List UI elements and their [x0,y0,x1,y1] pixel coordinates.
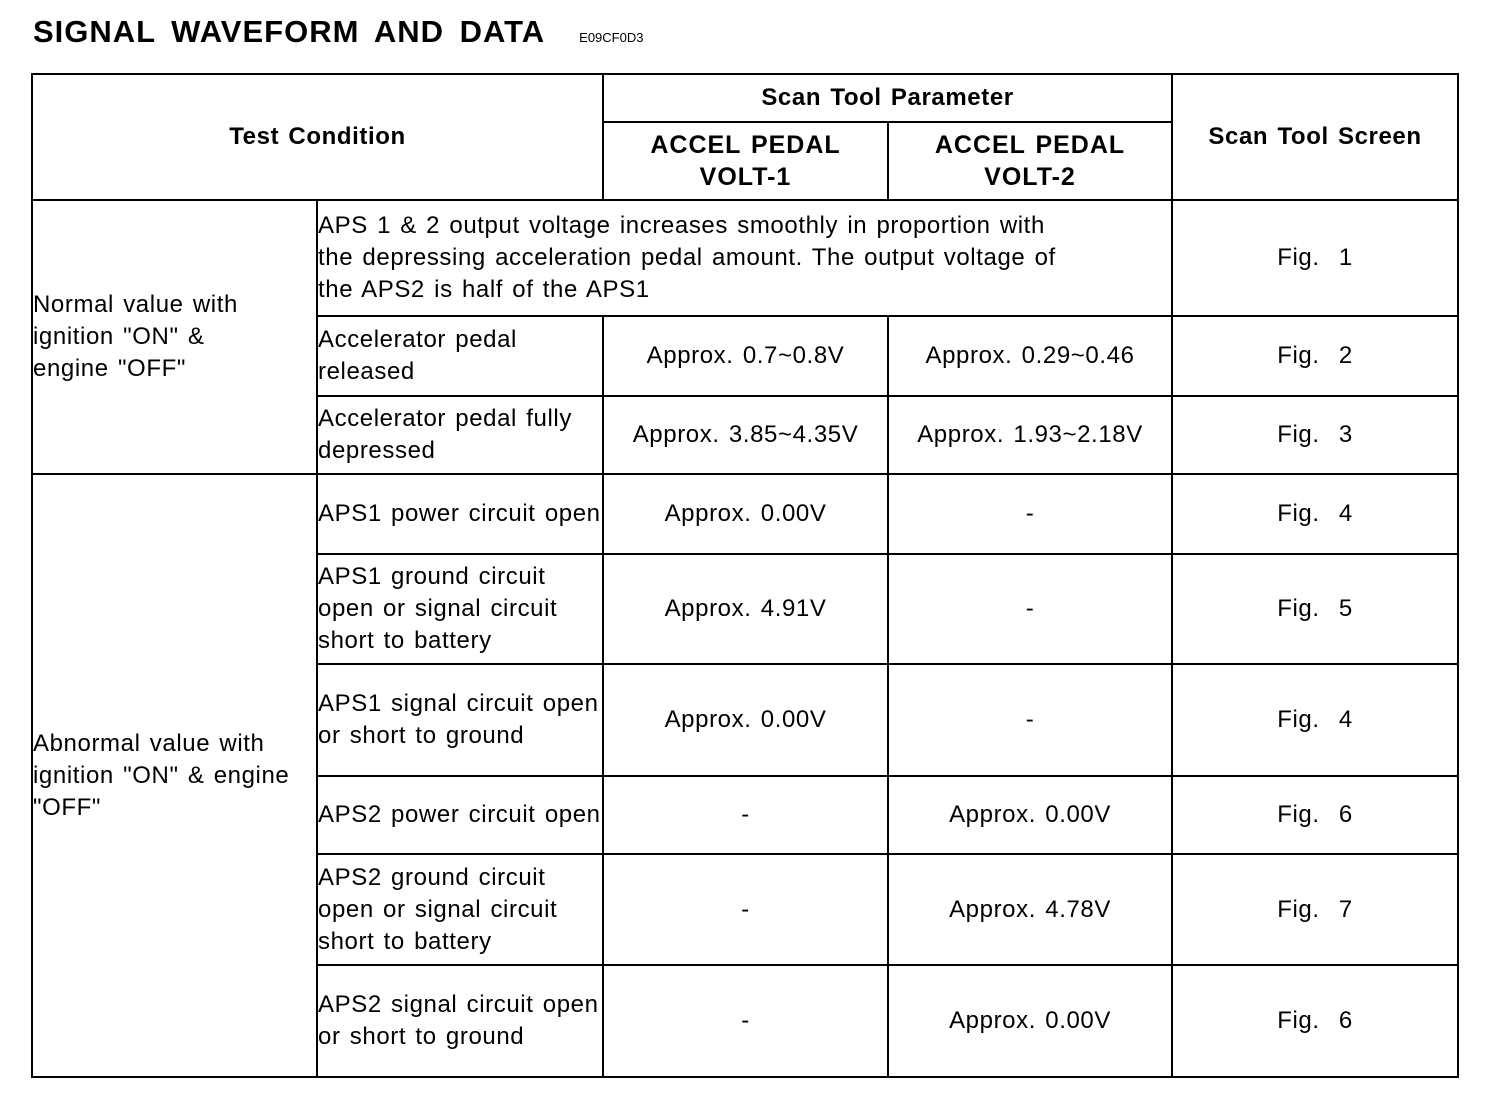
condition-cell: APS2 signal circuit open or short to ground [317,965,603,1077]
header-row-top [32,74,1458,122]
condition-cell: APS1 power circuit open [317,474,603,554]
page-title: SIGNAL WAVEFORM AND DATA [33,14,546,49]
figure-ref-cell: Fig. 1 [1172,200,1458,316]
header-test-condition: Test Condition [32,74,603,200]
volt1-value: - [603,776,888,854]
volt2-value: Approx. 0.29~0.46 [888,316,1172,396]
figure-ref-cell: Fig. 4 [1172,474,1458,554]
table-row [32,474,1458,554]
condition-cell: APS2 power circuit open [317,776,603,854]
condition-cell: APS 1 & 2 output voltage increases smoothly in proportion with the depressing acceleration pedal amount. The output voltage of the APS2 is half of the APS1 [317,200,1172,316]
volt1-value: Approx. 0.00V [603,474,888,554]
header-accel-pedal-volt-2: ACCEL PEDAL VOLT-2 [888,122,1172,200]
header-scan-tool-parameter: Scan Tool Parameter [603,74,1172,122]
page-header [33,14,643,54]
condition-cell: Accelerator pedal released [317,316,603,396]
volt1-value: Approx. 3.85~4.35V [603,396,888,474]
group-label-normal: Normal value with ignition "ON" & engine "OFF" [32,200,317,474]
condition-cell: APS1 ground circuit open or signal circuit short to battery [317,554,603,664]
condition-cell: Accelerator pedal fully depressed [317,396,603,474]
figure-ref-cell: Fig. 6 [1172,776,1458,854]
condition-cell: APS2 ground circuit open or signal circuit short to battery [317,854,603,965]
group-label-abnormal: Abnormal value with ignition "ON" & engine "OFF" [32,474,317,1077]
figure-ref-cell: Fig. 3 [1172,396,1458,474]
header-scan-tool-screen: Scan Tool Screen [1172,74,1458,200]
figure-ref-cell: Fig. 6 [1172,965,1458,1077]
volt2-value: Approx. 0.00V [888,776,1172,854]
figure-ref-cell: Fig. 4 [1172,664,1458,776]
signal-data-table [31,73,1459,1078]
volt2-value: - [888,554,1172,664]
volt1-value: Approx. 4.91V [603,554,888,664]
volt2-value: Approx. 0.00V [888,965,1172,1077]
volt2-value: - [888,474,1172,554]
table-row [32,200,1458,316]
volt1-value: - [603,965,888,1077]
header-accel-pedal-volt-1: ACCEL PEDAL VOLT-1 [603,122,888,200]
volt2-value: Approx. 4.78V [888,854,1172,965]
figure-ref-cell: Fig. 7 [1172,854,1458,965]
condition-cell: APS1 signal circuit open or short to ground [317,664,603,776]
document-code: E09CF0D3 [579,30,644,45]
figure-ref-cell: Fig. 5 [1172,554,1458,664]
volt1-value: - [603,854,888,965]
volt2-value: Approx. 1.93~2.18V [888,396,1172,474]
volt2-value: - [888,664,1172,776]
volt1-value: Approx. 0.00V [603,664,888,776]
figure-ref-cell: Fig. 2 [1172,316,1458,396]
volt1-value: Approx. 0.7~0.8V [603,316,888,396]
